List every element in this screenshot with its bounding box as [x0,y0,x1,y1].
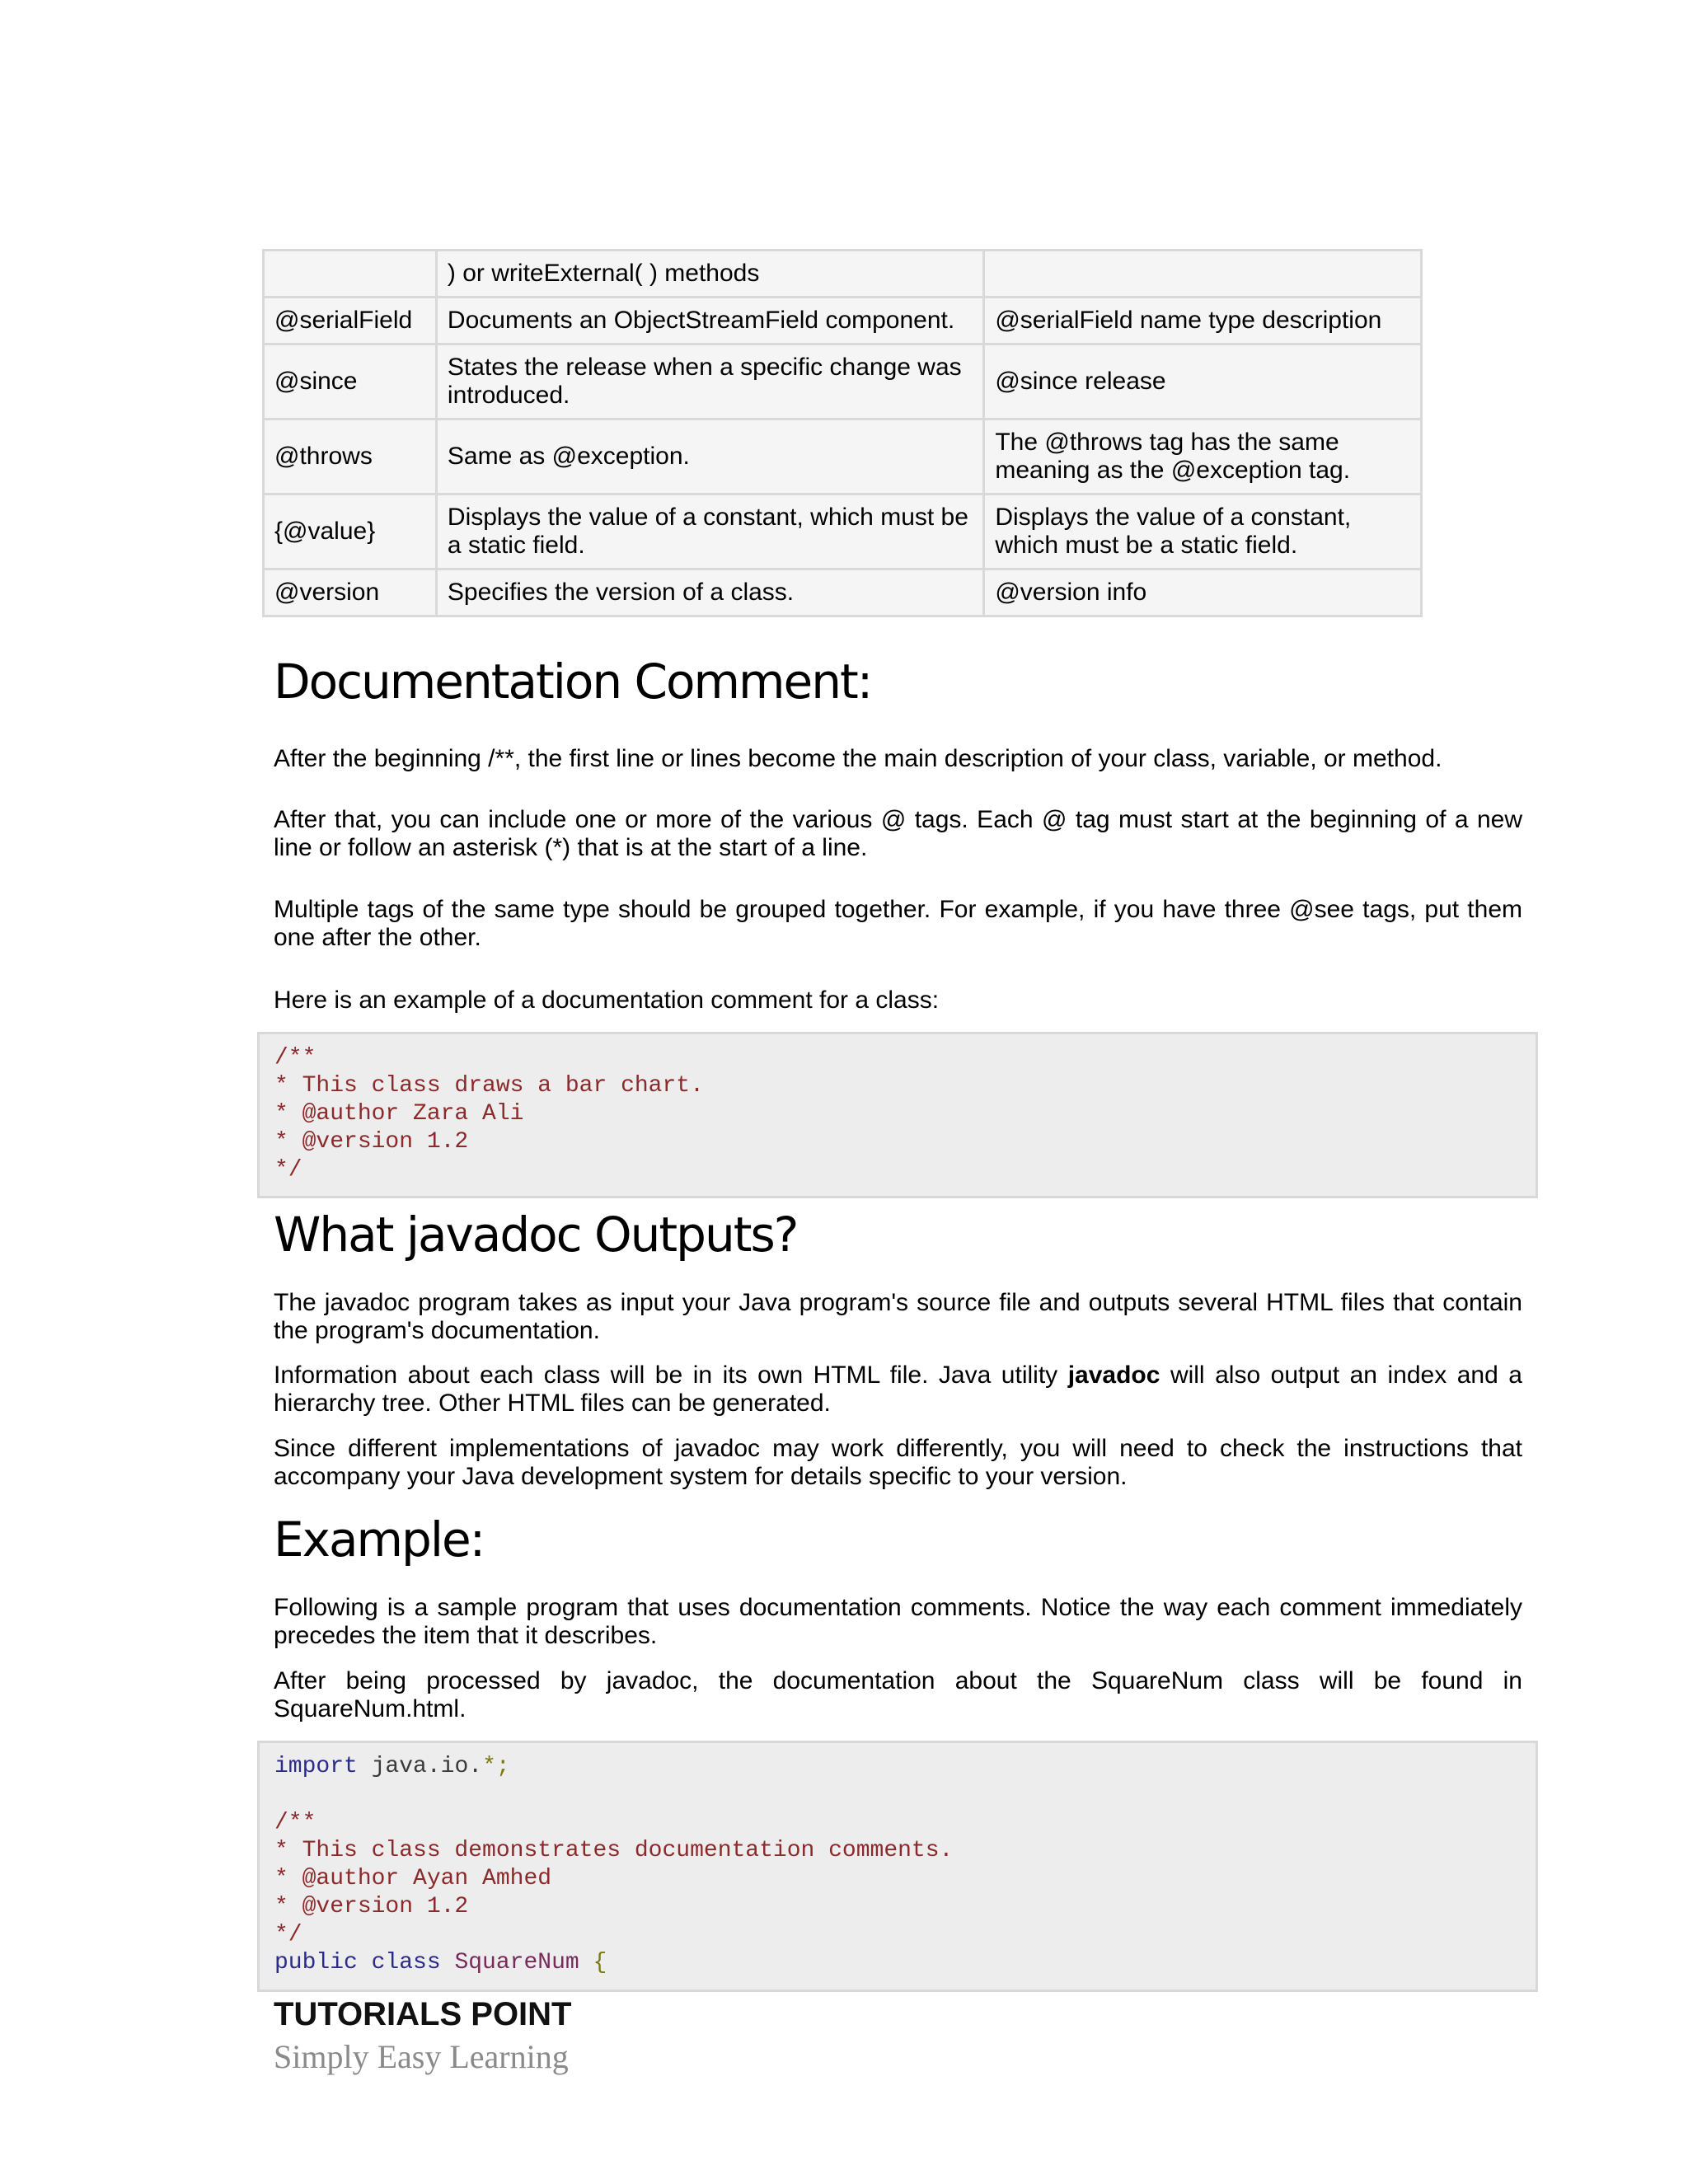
table-row [264,569,1422,616]
paragraph: After that, you can include one or more of the various @ tags. Each @ tag must start at the beginning of a new line or follow an asterisk (*) that is at the start of a line. [274,806,1522,861]
tag-cell: @since [264,344,437,419]
wildcard: *; [482,1754,510,1779]
table-row [264,298,1422,344]
code-line: * @author Ayan Amhed [274,1866,552,1891]
code-line: /** [274,1810,316,1835]
tag-cell: {@value} [264,494,437,569]
table-row [264,344,1422,419]
paragraph: Multiple tags of the same type should be grouped together. For example, if you have three @see tags, put them one after the other. [274,896,1522,951]
tag-cell [264,251,437,298]
class-name: SquareNum [440,1950,579,1975]
tag-cell: @throws [264,419,437,494]
description-cell: Displays the value of a constant, which must be a static field. [436,494,983,569]
code-block-squarenum [257,1741,1538,1992]
paragraph: Here is an example of a documentation comment for a class: [274,987,940,1014]
code-line: * @author Zara Ali [274,1101,524,1127]
tag-cell: @version [264,569,437,616]
syntax-cell: @serialField name type description [984,298,1422,344]
code-line: * This class demonstrates documentation comments. [274,1838,954,1863]
paragraph: Following is a sample program that uses documentation comments. Notice the way each comment immediately precedes the item that it describes. [274,1594,1522,1649]
code-line: /** [274,1045,316,1071]
syntax-cell: @version info [984,569,1422,616]
javadoc-bold-text: javadoc [1067,1361,1160,1389]
description-cell: Documents an ObjectStreamField component. [436,298,983,344]
paragraph: The javadoc program takes as input your Java program's source file and outputs several HTML files that contain the program's documentation. [274,1289,1522,1344]
syntax-cell [984,251,1422,298]
code-line-class-decl [274,1949,1521,1977]
code-line-blank [274,1781,1521,1809]
documentation-comment-heading: Documentation Comment: [274,654,872,710]
code-line: */ [274,1157,302,1183]
code-line: * This class draws a bar chart. [274,1073,704,1099]
table-row [264,494,1422,569]
example-heading: Example: [274,1511,485,1568]
paragraph [274,1361,1522,1418]
javadoc-outputs-heading: What javadoc Outputs? [274,1207,798,1263]
keyword-public-class: public class [274,1950,441,1975]
keyword-import: import [274,1754,358,1779]
code-line: * @version 1.2 [274,1129,469,1155]
tag-cell: @serialField [264,298,437,344]
code-line: */ [274,1922,302,1947]
javadoc-tags-table [262,249,1423,617]
paragraph-text: will also output an index and a hierarchy tree. Other HTML files can be generated. [274,1361,1522,1417]
package-name: java.io. [357,1754,483,1779]
syntax-cell: @since release [984,344,1422,419]
paragraph: After the beginning /**, the first line or lines become the main description of your class, variable, or method. [274,745,1442,772]
open-brace: { [579,1950,607,1975]
table-row [264,251,1422,298]
description-cell: States the release when a specific change was introduced. [436,344,983,419]
syntax-cell: Displays the value of a constant, which must be a static field. [984,494,1422,569]
footer-slogan: Simply Easy Learning [274,2038,569,2075]
code-block-class-comment [257,1032,1538,1198]
description-cell: Specifies the version of a class. [436,569,983,616]
syntax-cell: The @throws tag has the same meaning as the @exception tag. [984,419,1422,494]
paragraph: Since different implementations of javadoc may work differently, you will need to check the instructions that accompany your Java development system for details specific to your version. [274,1435,1522,1490]
description-cell: ) or writeExternal( ) methods [436,251,983,298]
paragraph: After being processed by javadoc, the documentation about the SquareNum class will be found in SquareNum.html. [274,1667,1522,1722]
description-cell: Same as @exception. [436,419,983,494]
footer-brand: TUTORIALS POINT [274,1996,572,2032]
paragraph-text: Information about each class will be in its own HTML file. Java utility [274,1361,1068,1389]
table-row [264,419,1422,494]
code-line-import [274,1753,1521,1781]
code-line: * @version 1.2 [274,1894,469,1919]
